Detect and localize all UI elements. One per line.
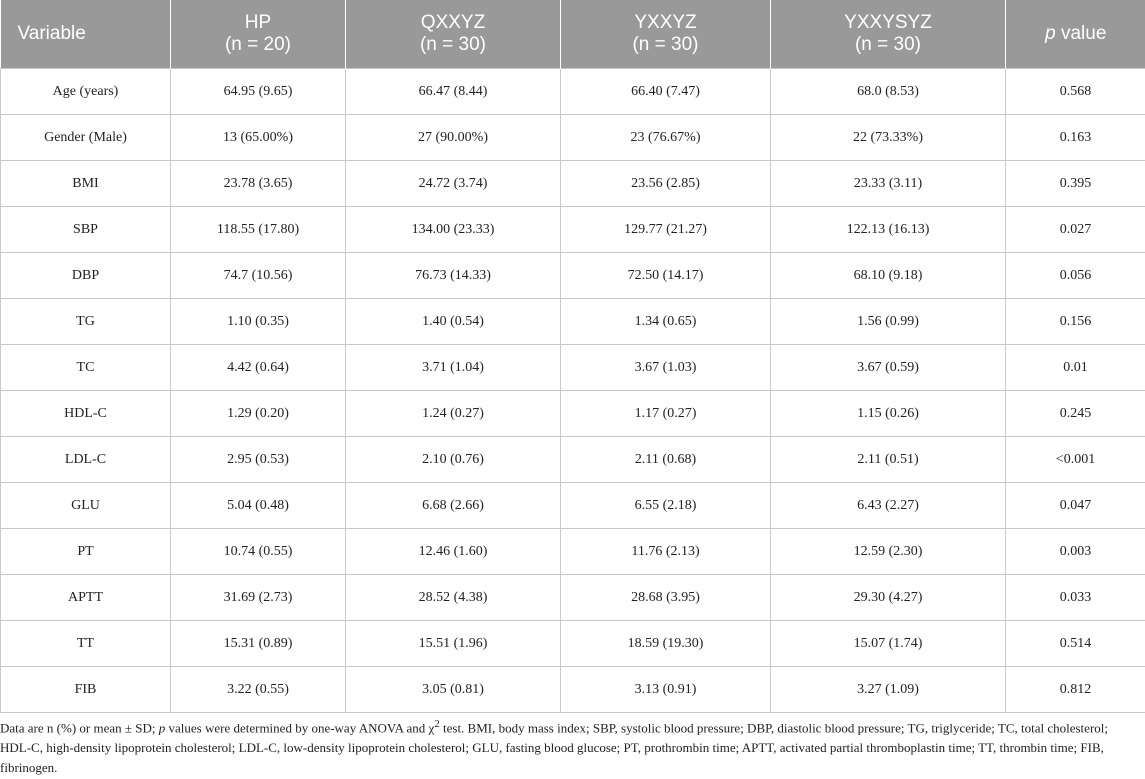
header-label: YXXYZ [634,12,697,33]
cell-yxxysyz: 12.59 (2.30) [771,529,1006,575]
cell-yxxyz: 23.56 (2.85) [561,161,771,207]
cell-yxxyz: 18.59 (19.30) [561,621,771,667]
cell-yxxysyz: 29.30 (4.27) [771,575,1006,621]
table-row [1,483,1145,529]
header-sample-size: (n = 30) [419,34,486,55]
cell-yxxyz: 1.34 (0.65) [561,299,771,345]
cell-hp: 2.95 (0.53) [171,437,346,483]
cell-p-value: 0.568 [1006,69,1145,115]
cell-yxxyz: 129.77 (21.27) [561,207,771,253]
table-body [1,69,1145,713]
cell-variable: BMI [1,161,171,207]
header-label: HP [244,12,272,33]
header-sample-size: (n = 20) [224,34,291,55]
cell-yxxyz: 23 (76.67%) [561,115,771,161]
table-row [1,437,1145,483]
cell-qxxyz: 76.73 (14.33) [346,253,561,299]
cell-variable: TG [1,299,171,345]
table-row [1,529,1145,575]
cell-qxxyz: 27 (90.00%) [346,115,561,161]
cell-variable: GLU [1,483,171,529]
cell-p-value: 0.01 [1006,345,1145,391]
footnote-text: Data are n (%) or mean ± SD; [0,720,159,736]
cell-p-value: <0.001 [1006,437,1145,483]
table-row [1,253,1145,299]
header-p-value [1006,0,1145,69]
cell-variable: HDL-C [1,391,171,437]
cell-hp: 1.10 (0.35) [171,299,346,345]
cell-p-value: 0.033 [1006,575,1145,621]
cell-hp: 15.31 (0.89) [171,621,346,667]
table-row [1,667,1145,713]
cell-variable: SBP [1,207,171,253]
header-sample-size: (n = 30) [632,34,699,55]
table-row [1,299,1145,345]
cell-qxxyz: 3.71 (1.04) [346,345,561,391]
header-label: Variable [17,23,86,44]
cell-variable: LDL-C [1,437,171,483]
header-label: QXXYZ [420,12,486,33]
table-row [1,69,1145,115]
footnote-text: values were determined by one-way ANOVA and χ [165,720,435,736]
header-qxxyz [346,0,561,69]
footnote-superscript: 2 [434,718,440,730]
table-row [1,621,1145,667]
cell-yxxyz: 72.50 (14.17) [561,253,771,299]
table-row [1,115,1145,161]
cell-variable: FIB [1,667,171,713]
cell-p-value: 0.027 [1006,207,1145,253]
header-variable [1,0,171,69]
cell-hp: 3.22 (0.55) [171,667,346,713]
cell-yxxysyz: 2.11 (0.51) [771,437,1006,483]
cell-qxxyz: 15.51 (1.96) [346,621,561,667]
header-row [1,0,1145,69]
table-row [1,207,1145,253]
cell-p-value: 0.056 [1006,253,1145,299]
cell-qxxyz: 6.68 (2.66) [346,483,561,529]
cell-qxxyz: 3.05 (0.81) [346,667,561,713]
cell-qxxyz: 134.00 (23.33) [346,207,561,253]
cell-p-value: 0.156 [1006,299,1145,345]
cell-yxxysyz: 6.43 (2.27) [771,483,1006,529]
header-yxxysyz [771,0,1006,69]
cell-hp: 31.69 (2.73) [171,575,346,621]
cell-yxxyz: 66.40 (7.47) [561,69,771,115]
cell-p-value: 0.003 [1006,529,1145,575]
cell-variable: TC [1,345,171,391]
cell-hp: 74.7 (10.56) [171,253,346,299]
cell-yxxyz: 3.67 (1.03) [561,345,771,391]
cell-yxxyz: 6.55 (2.18) [561,483,771,529]
header-label: value [1055,23,1107,44]
cell-p-value: 0.245 [1006,391,1145,437]
footnote-p-italic: p [158,720,166,736]
cell-variable: Age (years) [1,69,171,115]
cell-qxxyz: 12.46 (1.60) [346,529,561,575]
cell-qxxyz: 24.72 (3.74) [346,161,561,207]
header-p-italic: p [1045,23,1056,44]
cell-yxxyz: 11.76 (2.13) [561,529,771,575]
cell-hp: 10.74 (0.55) [171,529,346,575]
cell-yxxyz: 1.17 (0.27) [561,391,771,437]
table-row [1,345,1145,391]
cell-p-value: 0.163 [1006,115,1145,161]
cell-yxxyz: 2.11 (0.68) [561,437,771,483]
cell-yxxysyz: 68.10 (9.18) [771,253,1006,299]
cell-yxxysyz: 1.15 (0.26) [771,391,1006,437]
cell-variable: TT [1,621,171,667]
cell-variable: Gender (Male) [1,115,171,161]
cell-qxxyz: 66.47 (8.44) [346,69,561,115]
cell-yxxysyz: 68.0 (8.53) [771,69,1006,115]
cell-hp: 118.55 (17.80) [171,207,346,253]
cell-yxxysyz: 3.27 (1.09) [771,667,1006,713]
table-row [1,575,1145,621]
table-footnote [0,714,1140,778]
cell-qxxyz: 28.52 (4.38) [346,575,561,621]
cell-hp: 64.95 (9.65) [171,69,346,115]
footnote-text: test. BMI, body mass index; SBP, systolic blood pressure; DBP, diastolic blood pressure; TG, triglyceride; TC, total cholesterol; HDL-C, high-density lipoprotein cholesterol; LDL-C, low-density lipoprotein cholesterol; GLU, fasting blood glucose; PT, prothrombin time; APTT, activated partial thromboplastin time; TT, thrombin time; FIB, fibrinogen. [0,720,1108,776]
header-sample-size: (n = 30) [854,34,921,55]
cell-p-value: 0.514 [1006,621,1145,667]
cell-hp: 13 (65.00%) [171,115,346,161]
cell-yxxyz: 28.68 (3.95) [561,575,771,621]
table-row [1,161,1145,207]
cell-hp: 1.29 (0.20) [171,391,346,437]
header-hp [171,0,346,69]
cell-qxxyz: 2.10 (0.76) [346,437,561,483]
header-label: YXXYSYZ [844,12,932,33]
cell-variable: DBP [1,253,171,299]
cell-yxxysyz: 22 (73.33%) [771,115,1006,161]
cell-hp: 5.04 (0.48) [171,483,346,529]
cell-yxxysyz: 15.07 (1.74) [771,621,1006,667]
cell-yxxysyz: 23.33 (3.11) [771,161,1006,207]
cell-qxxyz: 1.24 (0.27) [346,391,561,437]
cell-yxxysyz: 122.13 (16.13) [771,207,1006,253]
cell-qxxyz: 1.40 (0.54) [346,299,561,345]
cell-hp: 23.78 (3.65) [171,161,346,207]
cell-variable: APTT [1,575,171,621]
cell-p-value: 0.395 [1006,161,1145,207]
cell-p-value: 0.047 [1006,483,1145,529]
cell-p-value: 0.812 [1006,667,1145,713]
cell-yxxyz: 3.13 (0.91) [561,667,771,713]
cell-yxxysyz: 1.56 (0.99) [771,299,1006,345]
cell-hp: 4.42 (0.64) [171,345,346,391]
cell-yxxysyz: 3.67 (0.59) [771,345,1006,391]
table-header [1,0,1145,69]
table-row [1,391,1145,437]
header-yxxyz [561,0,771,69]
cell-variable: PT [1,529,171,575]
